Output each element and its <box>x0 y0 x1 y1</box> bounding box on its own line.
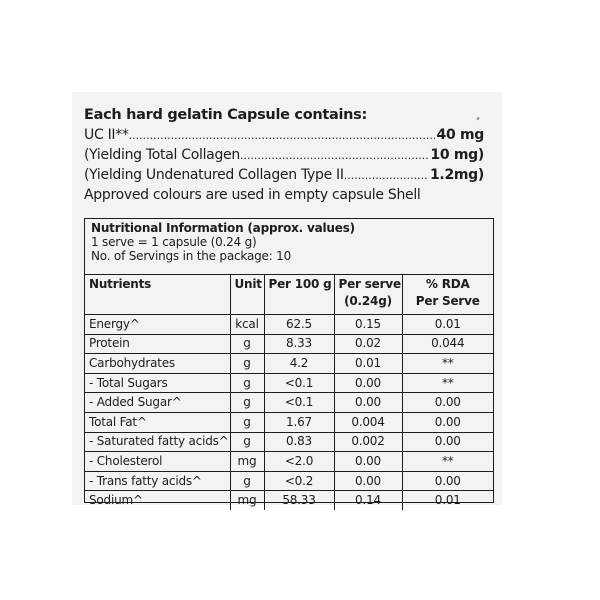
composition-label: UC II** <box>84 127 129 143</box>
nutrient-perserve: 0.004 <box>334 412 402 432</box>
header-rda-line2: Per Serve <box>415 294 480 308</box>
nutrient-name: - Trans fatty acids^ <box>85 471 230 491</box>
nutrient-unit: g <box>230 393 264 413</box>
composition-line-undenatured <box>84 165 484 185</box>
header-nutrients: Nutrients <box>85 275 230 315</box>
nutrient-per100: 4.2 <box>264 354 334 374</box>
nutrient-unit: mg <box>230 491 264 510</box>
nutrient-name: Energy^ <box>85 315 230 335</box>
table-row <box>85 334 493 354</box>
nutrition-title: Nutritional Information (approx. values) <box>91 221 355 235</box>
header-rda <box>402 275 493 315</box>
nutrient-perserve: 0.00 <box>334 373 402 393</box>
table-row <box>85 471 493 491</box>
colour-note-text: Approved colours are used in empty capsule Shell <box>84 187 421 203</box>
nutrient-name: Total Fat^ <box>85 412 230 432</box>
nutrient-rda: 0.00 <box>402 432 493 452</box>
leader-dots <box>344 165 428 185</box>
nutrient-perserve: 0.02 <box>334 334 402 354</box>
nutrient-rda: 0.00 <box>402 393 493 413</box>
nutrient-per100: <0.1 <box>264 373 334 393</box>
composition-label: (Yielding Total Collagen <box>84 147 240 163</box>
colour-note <box>84 185 484 205</box>
capsule-composition <box>84 105 484 205</box>
nutrient-unit: g <box>230 334 264 354</box>
nutrient-perserve: 0.002 <box>334 432 402 452</box>
table-row <box>85 315 493 335</box>
header-perserve-line1: Per serve <box>338 277 401 291</box>
composition-value: 40 mg <box>436 127 484 143</box>
composition-line-total-collagen <box>84 145 484 165</box>
nutrient-unit: mg <box>230 452 264 472</box>
header-perserve <box>334 275 402 315</box>
nutrient-rda: 0.01 <box>402 315 493 335</box>
nutrient-per100: 62.5 <box>264 315 334 335</box>
nutrient-name: Protein <box>85 334 230 354</box>
nutrition-table <box>85 275 493 510</box>
nutrient-name: - Added Sugar^ <box>85 393 230 413</box>
nutrient-rda: ** <box>402 373 493 393</box>
nutrient-per100: 1.67 <box>264 412 334 432</box>
composition-value: 1.2mg) <box>429 167 484 183</box>
nutrient-perserve: 0.14 <box>334 491 402 510</box>
nutrient-unit: g <box>230 354 264 374</box>
nutrient-unit: g <box>230 373 264 393</box>
leader-dots <box>129 125 435 145</box>
table-row <box>85 354 493 374</box>
table-row <box>85 373 493 393</box>
nutrient-per100: <0.2 <box>264 471 334 491</box>
composition-label: (Yielding Undenatured Collagen Type II <box>84 167 344 183</box>
nutrition-table-box <box>84 218 494 508</box>
header-per100: Per 100 g <box>264 275 334 315</box>
nutrient-unit: kcal <box>230 315 264 335</box>
table-row <box>85 412 493 432</box>
header-rda-line1: % RDA <box>425 277 470 291</box>
servings-count: No. of Servings in the package: 10 <box>91 249 292 263</box>
nutrient-perserve: 0.00 <box>334 393 402 413</box>
table-row <box>85 491 493 510</box>
nutrient-rda: 0.00 <box>402 412 493 432</box>
nutrient-name: Sodium^ <box>85 491 230 510</box>
nutrient-rda: 0.044 <box>402 334 493 354</box>
capsule-title: Each hard gelatin Capsule contains: <box>84 107 368 123</box>
composition-value: 10 mg) <box>430 147 484 163</box>
nutrient-per100: <2.0 <box>264 452 334 472</box>
nutrient-perserve: 0.01 <box>334 354 402 374</box>
nutrient-rda: 0.01 <box>402 491 493 510</box>
composition-line-uc2 <box>84 125 484 145</box>
table-row <box>85 432 493 452</box>
header-perserve-line2: (0.24g) <box>344 294 392 308</box>
nutrition-info-block <box>85 219 493 275</box>
nutrient-perserve: 0.00 <box>334 452 402 472</box>
nutrient-rda: 0.00 <box>402 471 493 491</box>
nutrient-name: Carbohydrates <box>85 354 230 374</box>
nutrient-per100: <0.1 <box>264 393 334 413</box>
table-row <box>85 393 493 413</box>
nutrient-perserve: 0.15 <box>334 315 402 335</box>
nutrient-perserve: 0.00 <box>334 471 402 491</box>
nutrient-rda: ** <box>402 354 493 374</box>
nutrient-per100: 8.33 <box>264 334 334 354</box>
nutrient-name: - Saturated fatty acids^ <box>85 432 230 452</box>
serve-size: 1 serve = 1 capsule (0.24 g) <box>91 235 257 249</box>
nutrient-name: - Cholesterol <box>85 452 230 472</box>
header-unit: Unit <box>230 275 264 315</box>
nutrient-unit: g <box>230 412 264 432</box>
nutrient-per100: 58.33 <box>264 491 334 510</box>
nutrient-per100: 0.83 <box>264 432 334 452</box>
nutrient-rda: ** <box>402 452 493 472</box>
nutrient-name: - Total Sugars <box>85 373 230 393</box>
nutrient-unit: g <box>230 471 264 491</box>
leader-dots <box>240 145 429 165</box>
nutrient-unit: g <box>230 432 264 452</box>
table-header-row <box>85 275 493 315</box>
table-row <box>85 452 493 472</box>
